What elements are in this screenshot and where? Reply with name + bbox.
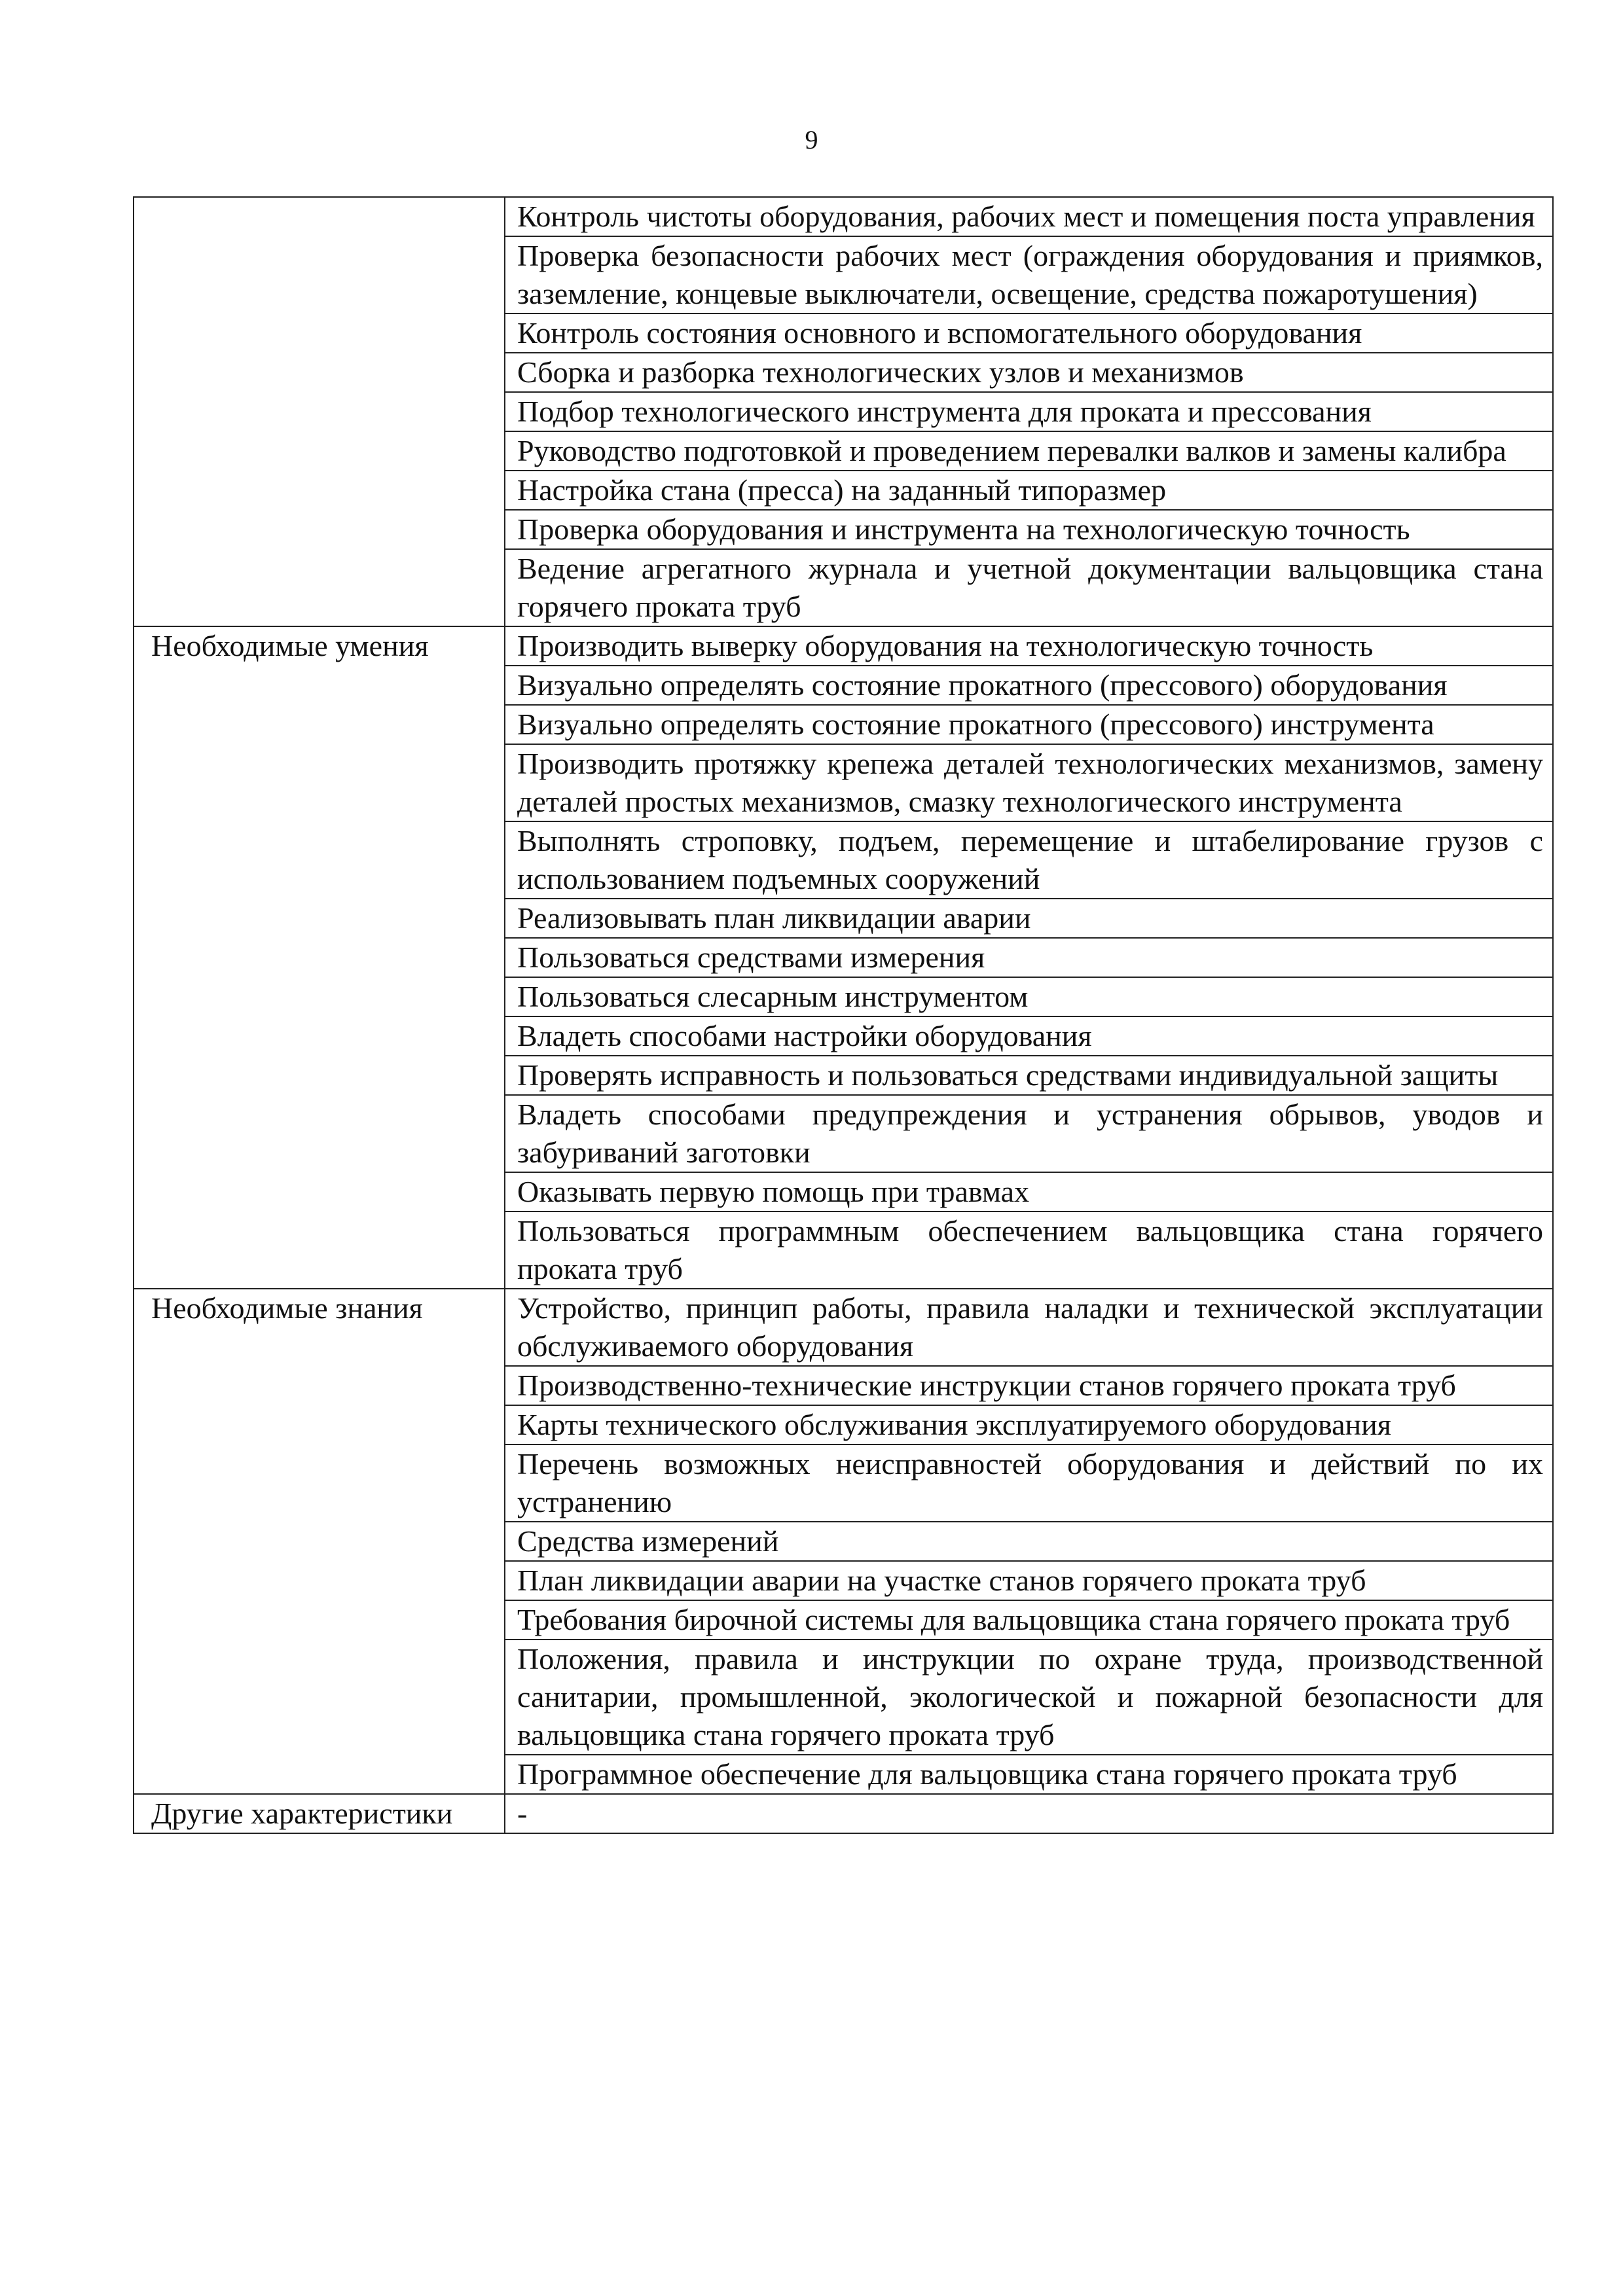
section-label-continued <box>134 197 505 626</box>
table-cell-item: Требования бирочной системы для вальцовщика стана горячего проката труб <box>505 1600 1553 1640</box>
table-cell-item: Устройство, принцип работы, правила наладки и технической эксплуатации обслуживаемого оборудования <box>505 1289 1553 1366</box>
table-cell-item: Оказывать первую помощь при травмах <box>505 1172 1553 1211</box>
requirements-table <box>133 196 1554 1834</box>
table-cell-item: Проверка безопасности рабочих мест (ограждения оборудования и приямков, заземление, концевые выключатели, освещение, средства пожаротушения) <box>505 236 1553 314</box>
table-cell-item: - <box>505 1794 1553 1833</box>
table-cell-item: Настройка стана (пресса) на заданный типоразмер <box>505 471 1553 510</box>
table-cell-item: Производить протяжку крепежа деталей технологических механизмов, замену деталей простых механизмов, смазку технологического инструмента <box>505 744 1553 821</box>
table-cell-item: Положения, правила и инструкции по охране труда, производственной санитарии, промышленной, экологической и пожарной безопасности для вальцовщика стана горячего проката труб <box>505 1640 1553 1755</box>
table-cell-item: Перечень возможных неисправностей оборудования и действий по их устранению <box>505 1444 1553 1522</box>
table-cell-item: Реализовывать план ликвидации аварии <box>505 899 1553 938</box>
page-number: 9 <box>805 125 818 154</box>
table-cell-item: Проверка оборудования и инструмента на технологическую точность <box>505 510 1553 549</box>
table-cell-item: Ведение агрегатного журнала и учетной документации вальцовщика стана горячего проката труб <box>505 549 1553 626</box>
table-cell-item: Сборка и разборка технологических узлов и механизмов <box>505 353 1553 392</box>
table-cell-item: Подбор технологического инструмента для проката и прессования <box>505 392 1553 431</box>
table-cell-item: Средства измерений <box>505 1522 1553 1561</box>
section-label-skills: Необходимые умения <box>134 626 505 1289</box>
table-cell-item: Карты технического обслуживания эксплуатируемого оборудования <box>505 1405 1553 1444</box>
table-cell-item: Руководство подготовкой и проведением перевалки валков и замены калибра <box>505 431 1553 471</box>
section-label-other: Другие характеристики <box>134 1794 505 1833</box>
table-cell-item: План ликвидации аварии на участке станов горячего проката труб <box>505 1561 1553 1600</box>
table-cell-item: Выполнять строповку, подъем, перемещение и штабелирование грузов с использованием подъемных сооружений <box>505 821 1553 899</box>
table-cell-item: Программное обеспечение для вальцовщика стана горячего проката труб <box>505 1755 1553 1794</box>
table-body <box>134 197 1553 1833</box>
table-row <box>134 1289 1553 1366</box>
table-cell-item: Пользоваться программным обеспечением вальцовщика стана горячего проката труб <box>505 1211 1553 1289</box>
table-cell-item: Владеть способами настройки оборудования <box>505 1016 1553 1056</box>
table-cell-item: Контроль чистоты оборудования, рабочих мест и помещения поста управления <box>505 197 1553 236</box>
table-cell-item: Визуально определять состояние прокатного (прессового) оборудования <box>505 666 1553 705</box>
table-cell-item: Пользоваться слесарным инструментом <box>505 977 1553 1016</box>
table-cell-item: Производственно-технические инструкции станов горячего проката труб <box>505 1366 1553 1405</box>
table-cell-item: Пользоваться средствами измерения <box>505 938 1553 977</box>
table-row <box>134 197 1553 236</box>
table-row <box>134 1794 1553 1833</box>
table-row <box>134 626 1553 666</box>
table-cell-item: Производить выверку оборудования на технологическую точность <box>505 626 1553 666</box>
table-cell-item: Проверять исправность и пользоваться средствами индивидуальной защиты <box>505 1056 1553 1095</box>
table-cell-item: Контроль состояния основного и вспомогательного оборудования <box>505 314 1553 353</box>
section-label-knowledge: Необходимые знания <box>134 1289 505 1794</box>
table-cell-item: Владеть способами предупреждения и устранения обрывов, уводов и забуриваний заготовки <box>505 1095 1553 1172</box>
table-cell-item: Визуально определять состояние прокатного (прессового) инструмента <box>505 705 1553 744</box>
